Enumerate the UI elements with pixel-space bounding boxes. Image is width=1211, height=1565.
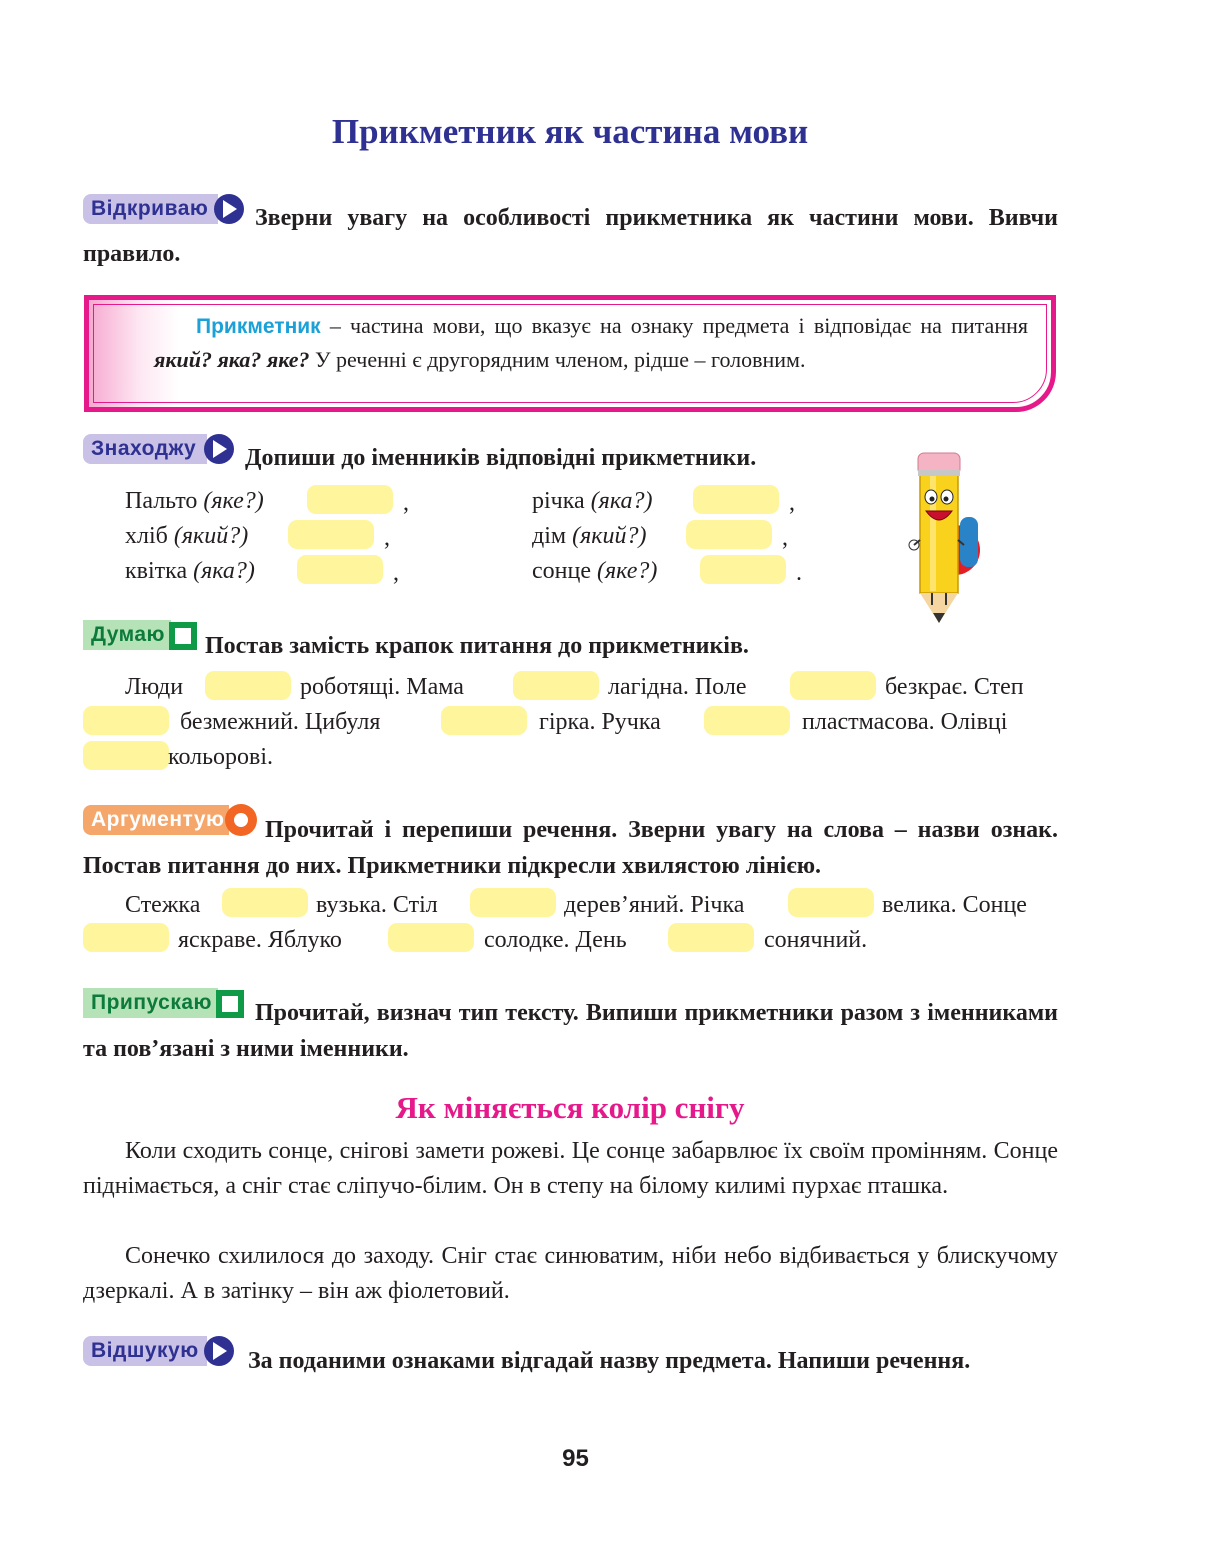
rule-questions: який? яка? яке? xyxy=(154,347,310,372)
story-paragraph-1: Коли сходить сонце, снігові замети рожеві. Це сонце забарвлює їх своїм промінням. Сонце піднімається, а сніг стає сліпучо-білим. Он в степу на білому килимі пурхає пташка. xyxy=(83,1138,1058,1199)
sentence-word: безкрає. Степ xyxy=(885,674,1024,700)
badge-argumentuyu: Аргументую xyxy=(83,805,229,835)
sentence-word: кольорові. xyxy=(168,744,274,770)
sentence-word: яскраве. Яблуко xyxy=(178,927,342,953)
story-title: Як міняється колір снігу xyxy=(395,1090,745,1125)
badge-prypuskayu: Припускаю xyxy=(83,988,218,1018)
punct: , xyxy=(782,525,788,551)
sentence-word: вузька. Стіл xyxy=(316,892,438,918)
answer-blank[interactable] xyxy=(83,741,169,770)
sentence-word: Люди xyxy=(125,674,184,700)
sentence-word: дерев’яний. Річка xyxy=(564,892,745,918)
sentence-word: Стежка xyxy=(125,892,201,918)
sentence-word: пластмасова. Олівці xyxy=(802,709,1008,735)
answer-blank[interactable] xyxy=(693,485,779,514)
task4-instruction: Прочитай і перепиши речення. Зверни увагу на слова – назви ознак. Постав питання до них. Прикметники підкресли хвилястою лінією. xyxy=(83,817,1058,879)
noun-row: річка (яка?) xyxy=(532,488,653,514)
punct: . xyxy=(796,560,802,586)
answer-blank[interactable] xyxy=(307,485,393,514)
answer-blank[interactable] xyxy=(704,706,790,735)
badge-dumayu: Думаю xyxy=(83,620,171,650)
noun-row: квітка (яка?) xyxy=(125,558,255,584)
rule-term: Прикметник xyxy=(196,315,321,338)
punct: , xyxy=(393,560,399,586)
noun-row: Пальто (яке?) xyxy=(125,488,264,514)
badge-vidshukuyu: Відшукую xyxy=(83,1336,207,1366)
noun-row: дім (який?) xyxy=(532,523,647,549)
pencil-mascot-icon xyxy=(900,445,985,625)
noun-row: хліб (який?) xyxy=(125,523,249,549)
sentence-word: гірка. Ручка xyxy=(539,709,661,735)
sentence-word: роботящі. Мама xyxy=(300,674,464,700)
answer-blank[interactable] xyxy=(83,923,169,952)
answer-blank[interactable] xyxy=(441,706,527,735)
task5-instruction: Прочитай, визнач тип тексту. Випиши прикметники разом з іменниками та пов’язані з ними іменники. xyxy=(83,1000,1058,1062)
task2-instruction: Допиши до іменників відповідні прикметники. xyxy=(245,445,757,471)
answer-blank[interactable] xyxy=(790,671,876,700)
task1-instruction: Зверни увагу на особливості прикметника як частини мови. Вивчи правило. xyxy=(83,205,1058,267)
sentence-word: велика. Сонце xyxy=(882,892,1027,918)
punct: , xyxy=(403,490,409,516)
answer-blank[interactable] xyxy=(288,520,374,549)
badge-vidkryvayu: Відкриваю xyxy=(83,194,218,224)
noun-row: сонце (яке?) xyxy=(532,558,658,584)
answer-blank[interactable] xyxy=(222,888,308,917)
task6-instruction: За поданими ознаками відгадай назву предмета. Напиши речення. xyxy=(248,1348,971,1374)
answer-blank[interactable] xyxy=(83,706,169,735)
sentence-word: безмежний. Цибуля xyxy=(180,709,381,735)
answer-blank[interactable] xyxy=(668,923,754,952)
rule-part1: – частина мови, що вказує на ознаку предмета і відповідає на питання xyxy=(320,313,1028,338)
badge-znakhodzhu: Знаходжу xyxy=(83,434,207,464)
answer-blank[interactable] xyxy=(388,923,474,952)
sentence-word: лагідна. Поле xyxy=(608,674,747,700)
rule-text xyxy=(154,309,1028,376)
page-number: 95 xyxy=(562,1445,589,1472)
answer-blank[interactable] xyxy=(513,671,599,700)
rule-part2: У реченні є другорядним членом, рідше – головним. xyxy=(309,347,806,372)
sentence-word: солодке. День xyxy=(484,927,627,953)
task3-instruction: Постав замість крапок питання до прикметників. xyxy=(205,633,749,659)
answer-blank[interactable] xyxy=(205,671,291,700)
page-title: Прикметник як частина мови xyxy=(331,112,809,151)
answer-blank[interactable] xyxy=(686,520,772,549)
sentence-word: сонячний. xyxy=(764,927,868,953)
answer-blank[interactable] xyxy=(788,888,874,917)
punct: , xyxy=(789,490,795,516)
answer-blank[interactable] xyxy=(470,888,556,917)
answer-blank[interactable] xyxy=(297,555,383,584)
punct: , xyxy=(384,525,390,551)
answer-blank[interactable] xyxy=(700,555,786,584)
story-paragraph-2: Сонечко схилилося до заходу. Сніг стає синюватим, ніби небо відбивається у блискучому дзеркалі. А в затінку – він аж фіолетовий. xyxy=(83,1243,1058,1304)
